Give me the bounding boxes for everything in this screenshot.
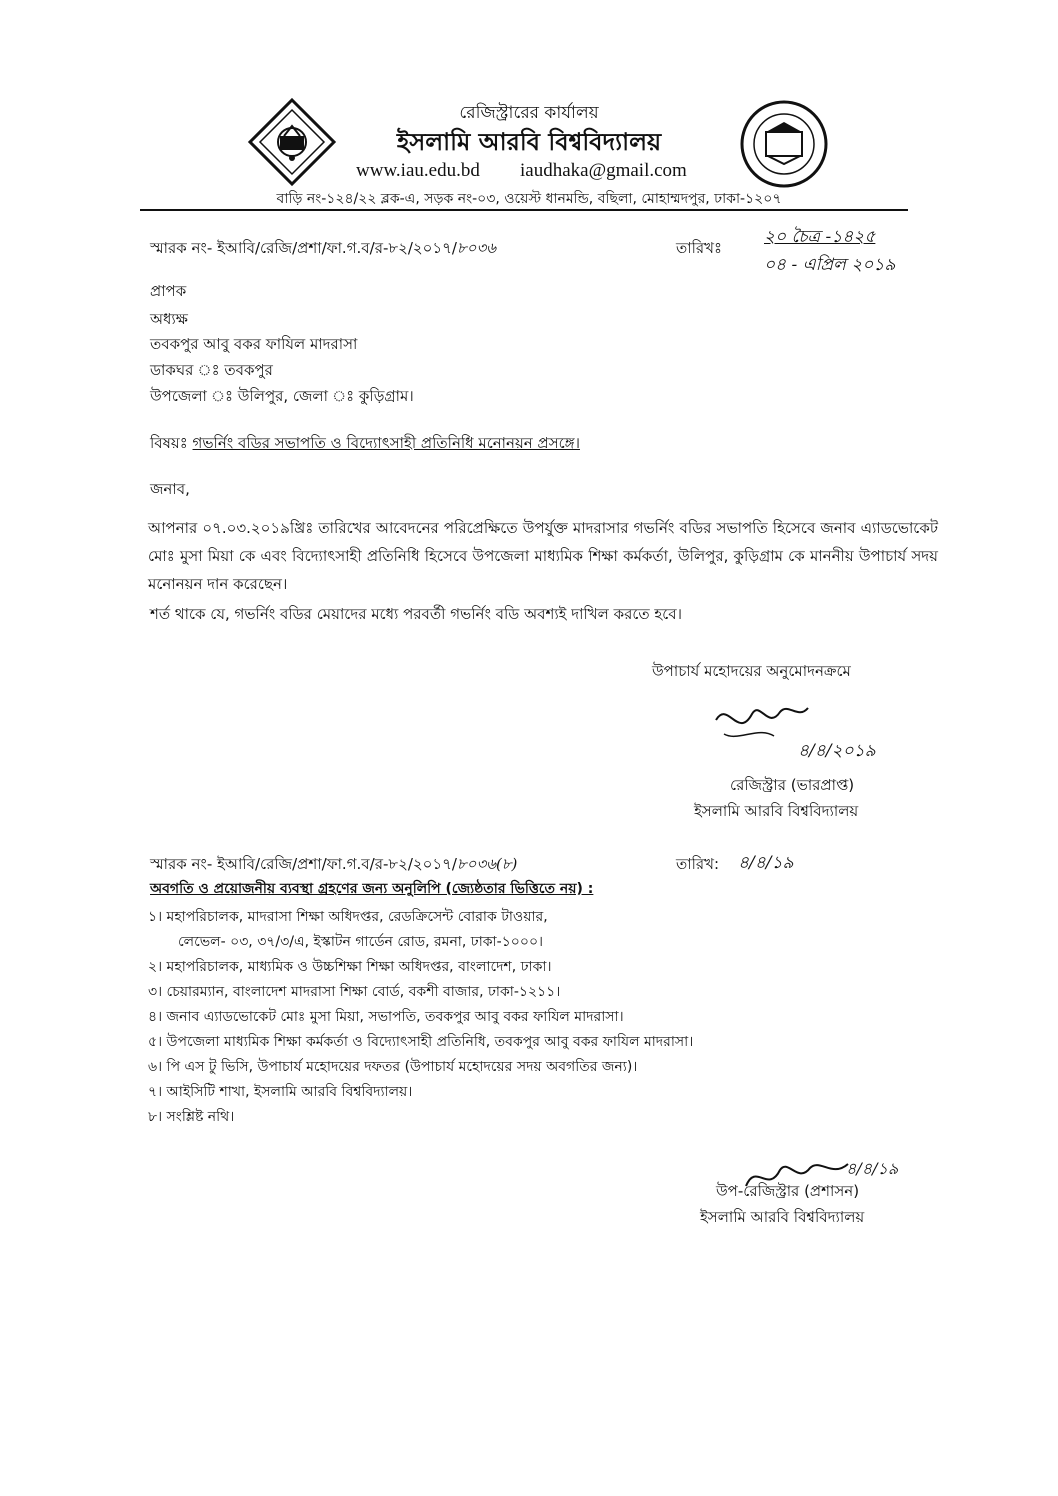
approval-note: উপাচার্য মহোদয়ের অনুমোদনক্রমে [652,662,851,680]
header-divider [140,209,908,211]
university-address: বাড়ি নং-১২৪/২২ ব্লক-এ, সড়ক নং-০৩, ওয়েস্ট ধানমন্ডি, বছিলা, মোহাম্মদপুর, ঢাকা-১২০৭ [276,191,782,207]
subject-text: গভর্নিং বডির সভাপতি ও বিদ্যোৎসাহী প্রতিনিধি মনোনয়ন প্রসঙ্গে। [192,434,580,452]
signature2-date: ৪/৪/১৯ [846,1159,899,1178]
recipient-institution: তবকপুর আবু বকর ফাযিল মাদরাসা [150,335,358,353]
copy-item-4: ৪। জনাব এ্যাডভোকেট মোঃ মুসা মিয়া, সভাপতি, তবকপুর আবু বকর ফাযিল মাদরাসা। [148,1009,624,1025]
subject-label: বিষয়ঃ [150,434,188,452]
memo-date-bangla: ২০ চৈত্র -১৪২৫ [764,227,876,247]
signature2-title: উপ-রেজিস্ট্রার (প্রশাসন) [716,1182,860,1200]
copy-ref-label: স্মারক নং- ইআবি/রেজি/প্রশা/ফা.গ.ব/র-৮২/২০১৭/ [150,855,457,873]
signature1-title: রেজিস্ট্রার (ভারপ্রাপ্ত) [730,776,855,794]
memo-date-english: ০৪ - এপ্রিল ২০১৯ [764,255,896,275]
website-link[interactable]: www.iau.edu.bd [356,160,480,181]
memo-date-label: তারিখঃ [676,239,722,257]
university-seal-right [738,98,830,190]
copy-heading: অবগতি ও প্রয়োজনীয় ব্যবস্থা গ্রহণের জন্য অনুলিপি (জ্যেষ্ঠতার ভিত্তিতে নয়) : [150,881,594,897]
copy-date: ৪/৪/১৯ [738,853,794,873]
signature2-organization: ইসলামি আরবি বিশ্ববিদ্যালয় [700,1208,865,1226]
memo-reference [150,237,496,262]
copy-item-1-cont: লেভেল- ০৩, ৩৭/৩/এ, ইস্কাটন গার্ডেন রোড, রমনা, ঢাকা-১০০০। [178,934,544,950]
university-name: ইসলামি আরবি বিশ্ববিদ্যালয় [396,128,662,156]
office-name: রেজিস্ট্রারের কার্যালয় [459,103,599,123]
copy-item-1: ১। মহাপরিচালক, মাদরাসা শিক্ষা অধিদপ্তর, রেডক্রিসেন্ট বোরাক টাওয়ার, [148,909,548,925]
copy-date-label: তারিখ: [676,855,720,873]
memo-ref-number: ৮০৩৬ [456,239,496,257]
copy-item-5: ৫। উপজেলা মাধ্যমিক শিক্ষা কর্মকর্তা ও বিদ্যোৎসাহী প্রতিনিধি, তবকপুর আবু বকর ফাযিল মাদরাসা। [148,1034,694,1050]
signature1-date: ৪/৪/২০১৯ [798,741,876,761]
recipient-post-office: ডাকঘর ঃ তবকপুর [150,361,273,379]
recipient-district: উপজেলা ঃ উলিপুর, জেলা ঃ কুড়িগ্রাম। [150,387,414,405]
recipient-designation: অধ্যক্ষ [150,310,188,328]
copy-item-7: ৭। আইসিটি শাখা, ইসলামি আরবি বিশ্ববিদ্যালয়। [148,1084,413,1100]
body-paragraph-1: আপনার ০৭.০৩.২০১৯খ্রিঃ তারিখের আবেদনের পরিপ্রেক্ষিতে উপর্যুক্ত মাদরাসার গভর্নিং বডির সভাপতি হিসেবে জনাব এ্যাডভোকেট মোঃ মুসা মিয়া কে এবং বিদ্যোৎসাহী প্রতিনিধি হিসেবে উপজেলা মাধ্যমিক শিক্ষা কর্মকর্তা, উলিপুর, কুড়িগ্রাম কে মাননীয় উপাচার্য সদয় মনোনয়ন দান করেছেন। [148,519,938,593]
copy-reference [150,853,517,878]
copy-item-6: ৬। পি এস টু ভিসি, উপাচার্য মহোদয়ের দফতর (উপাচার্য মহোদয়ের সদয় অবগতির জন্য)। [148,1059,638,1075]
signature1-organization: ইসলামি আরবি বিশ্ববিদ্যালয় [694,802,859,820]
email-link[interactable]: iaudhaka@gmail.com [520,160,687,181]
copy-item-8: ৮। সংশ্লিষ্ট নথি। [148,1109,235,1125]
copy-ref-number: ৮০৩৬(৮) [456,855,518,873]
copy-item-3: ৩। চেয়ারম্যান, বাংলাদেশ মাদরাসা শিক্ষা বোর্ড, বকশী বাজার, ঢাকা-১২১১। [148,984,561,1000]
body-paragraph-2: শর্ত থাকে যে, গভর্নিং বডির মেয়াদের মধ্যে পরবর্তী গভর্নিং বডি অবশ্যই দাখিল করতে হবে। [150,605,682,623]
salutation: জনাব, [150,480,190,498]
copy-item-2: ২। মহাপরিচালক, মাধ্যমিক ও উচ্চশিক্ষা শিক্ষা অধিদপ্তর, বাংলাদেশ, ঢাকা। [148,959,552,975]
subject-line [150,432,580,457]
recipient-label: প্রাপক [150,282,187,300]
memo-ref-label: স্মারক নং- ইআবি/রেজি/প্রশা/ফা.গ.ব/র-৮২/২০১৭/ [150,239,457,257]
